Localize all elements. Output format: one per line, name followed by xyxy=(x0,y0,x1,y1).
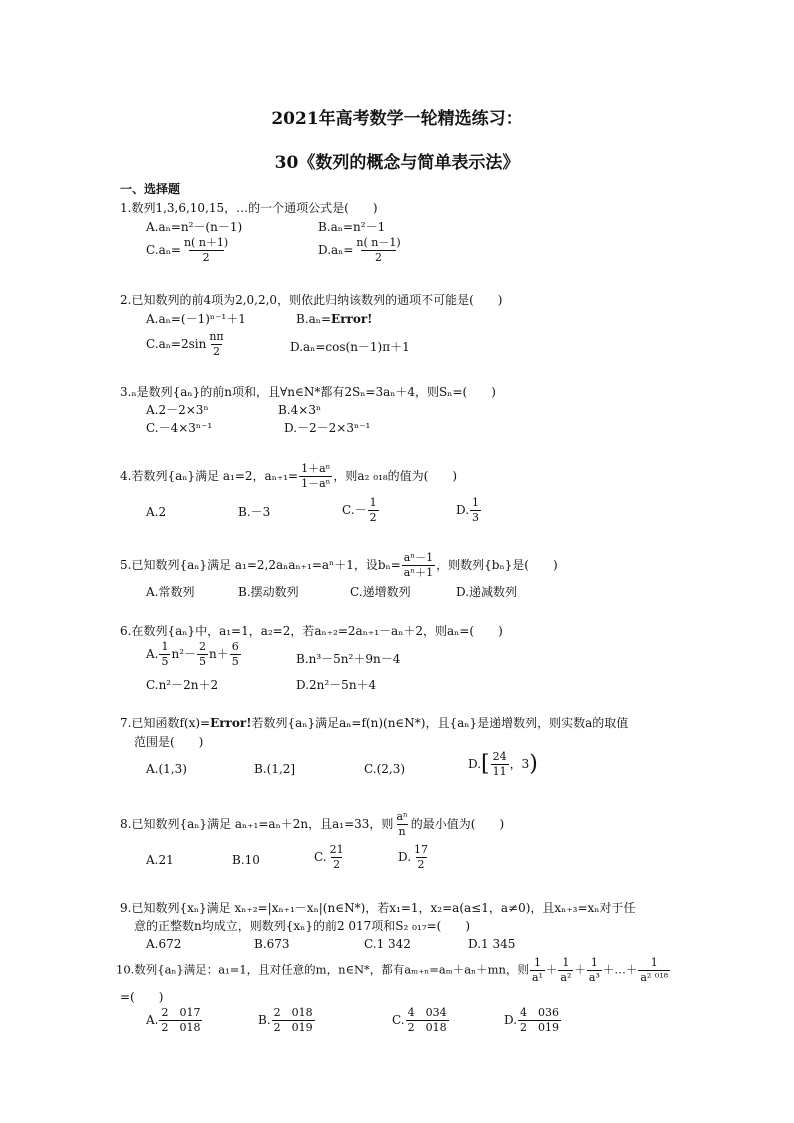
q8-option-c xyxy=(314,843,347,872)
q10-stem-prefix: 10.数列{aₙ}满足：a₁=1，且对任意的m，n∈N*，都有aₘ₊ₙ=aₘ＋aₙ＋mn，则 xyxy=(116,962,529,977)
q2-option-c-prefix: C.aₙ=2sin xyxy=(146,337,207,351)
q7-option-b: B.(1,2] xyxy=(254,762,296,776)
q1-option-c-denominator: 2 xyxy=(189,250,224,265)
q5-stem-prefix: 5.已知数列{aₙ}满足 a₁=2,2aₙaₙ₊₁=aⁿ＋1，设bₙ= xyxy=(120,558,401,572)
q10-option-b-fraction xyxy=(272,1006,315,1035)
q9-option-b: B.673 xyxy=(254,937,290,951)
q3-option-b: B.4×3ⁿ xyxy=(278,403,322,417)
q10-option-c-fraction xyxy=(406,1006,449,1035)
q4-option-c-prefix: C.－ xyxy=(342,503,367,517)
q6-option-a-fraction-3 xyxy=(230,640,241,669)
q5-option-a: A.常数列 xyxy=(146,585,195,599)
q10-term-3-numerator: 1 xyxy=(590,956,598,969)
q4-option-c-fraction xyxy=(368,496,379,525)
q10-option-b-prefix: B. xyxy=(258,1013,271,1027)
q1-stem: 1.数列1,3,6,10,15，…的一个通项公式是( ) xyxy=(120,201,378,215)
q6-option-a-fraction-1-denominator: 5 xyxy=(161,655,169,668)
q1-option-d xyxy=(318,236,404,265)
q7-stem-error: Error! xyxy=(210,716,252,730)
q5-stem-numerator: aⁿ－1 xyxy=(403,551,434,564)
q4-option-c-numerator: 1 xyxy=(369,496,377,509)
q4-stem-fraction xyxy=(299,462,332,491)
q7-option-d-prefix: D. xyxy=(468,757,482,771)
q10-option-a-prefix: A. xyxy=(146,1013,159,1027)
q8-option-c-numerator: 21 xyxy=(329,843,344,856)
q8-option-d-fraction xyxy=(412,843,430,872)
title-line-1: 2021年高考数学一轮精选练习： xyxy=(271,109,523,129)
q10-plus-2: ＋ xyxy=(574,962,586,977)
q6-option-a-middle-2: n＋ xyxy=(209,647,229,661)
q8-stem-fraction xyxy=(394,810,409,839)
q3-option-c: C.－4×3ⁿ⁻¹ xyxy=(146,421,213,435)
q1-option-d-numerator: n( n－1) xyxy=(356,236,401,249)
q6-stem: 6.在数列{aₙ}中，a₁=1，a₂=2，若aₙ₊₂=2aₙ₊₁－aₙ＋2，则aₙ=( ) xyxy=(120,624,503,638)
q7-option-a: A.(1,3) xyxy=(146,762,187,776)
q1-option-d-prefix: D.aₙ= xyxy=(318,243,354,257)
q7-option-d-right-paren: ) xyxy=(529,751,538,777)
q5-stem-suffix: ，则数列{bₙ}是( ) xyxy=(436,558,558,572)
q5-option-c: C.递增数列 xyxy=(350,585,411,599)
q9-stem: 9.已知数列{xₙ}满足 xₙ₊₂=|xₙ₊₁－xₙ|(n∈N*)，若x₁=1，x₂=a(a≤1，a≠0)，且xₙ₊₃=xₙ对于任 xyxy=(120,901,636,915)
q6-option-a-prefix: A. xyxy=(146,647,159,661)
q8-stem xyxy=(120,810,504,839)
q10-term-3 xyxy=(587,956,602,985)
q8-stem-denominator: n xyxy=(398,825,406,838)
q2-option-b-prefix: B.aₙ= xyxy=(296,312,332,326)
q10-option-d-fraction xyxy=(518,1006,561,1035)
q10-option-b-numerator: 2 018 xyxy=(273,1006,313,1019)
q1-option-c-prefix: C.aₙ= xyxy=(146,243,181,257)
q1-option-c-fraction xyxy=(182,236,230,265)
q7-option-d-denominator: 11 xyxy=(492,765,507,778)
q10-stem-line-2: =( ) xyxy=(120,990,164,1004)
q8-option-d xyxy=(398,843,431,872)
q6-option-a-fraction-1 xyxy=(159,640,170,669)
q6-option-d: D.2n²－5n＋4 xyxy=(296,678,377,692)
q4-stem-prefix: 4.若数列{aₙ}满足 a₁=2，aₙ₊₁= xyxy=(120,469,299,483)
q7-option-d-left-bracket: [ xyxy=(481,751,490,777)
q6-option-a-fraction-2-denominator: 5 xyxy=(199,655,207,668)
q8-option-a: A.21 xyxy=(146,853,174,867)
q10-term-1-numerator: 1 xyxy=(533,956,541,969)
q6-option-a-fraction-2-numerator: 2 xyxy=(199,640,207,653)
q8-option-b: B.10 xyxy=(232,853,260,867)
q8-option-d-prefix: D. xyxy=(398,850,412,864)
title-line-2: 30《数列的概念与简单表示法》 xyxy=(274,153,520,173)
q10-term-n-denominator: a² ⁰¹⁸ xyxy=(640,971,669,984)
q10-option-d-prefix: D. xyxy=(504,1013,518,1027)
q6-option-c: C.n²－2n＋2 xyxy=(146,678,219,692)
q10-term-1 xyxy=(530,956,545,985)
q7-option-d-numerator: 24 xyxy=(492,750,507,763)
q9-option-c: C.1 342 xyxy=(364,937,411,951)
q10-dots: ＋…＋ xyxy=(602,962,638,977)
q4-option-d-numerator: 1 xyxy=(472,496,480,509)
q10-option-a-fraction xyxy=(159,1006,202,1035)
q4-option-d xyxy=(456,496,482,525)
q3-option-a: A.2－2×3ⁿ xyxy=(146,403,209,417)
q10-option-b-denominator: 2 019 xyxy=(273,1021,313,1034)
q9-option-a: A.672 xyxy=(146,937,182,951)
q1-option-c-numerator: n( n＋1) xyxy=(183,236,229,249)
q7-stem-prefix: 7.已知函数f(x)= xyxy=(120,716,211,730)
q5-stem xyxy=(120,551,558,580)
q9-stem-line-2: 意的正整数n均成立，则数列{xₙ}的前2 017项和S₂ ₀₁₇=( ) xyxy=(134,919,471,933)
q7-option-d-suffix: ，3 xyxy=(509,757,530,771)
q5-option-d: D.递减数列 xyxy=(456,585,518,599)
q8-stem-suffix: 的最小值为( ) xyxy=(410,817,505,831)
q10-term-3-denominator: a³ xyxy=(588,971,600,984)
q3-stem: 3.ₙ是数列{aₙ}的前n项和，且∀n∈N*都有2Sₙ=3aₙ＋4，则Sₙ=( ) xyxy=(120,385,496,399)
q4-stem-suffix: ，则a₂ ₀₁₈的值为( ) xyxy=(333,469,457,483)
q10-term-2-numerator: 1 xyxy=(562,956,570,969)
q10-term-n xyxy=(638,956,670,985)
q4-stem xyxy=(120,462,457,491)
q7-stem-line-2: 范围是( ) xyxy=(134,735,204,749)
q2-option-c xyxy=(146,330,227,359)
q7-stem xyxy=(120,715,628,731)
q4-option-c xyxy=(342,496,380,525)
q4-stem-numerator: 1＋aⁿ xyxy=(301,462,331,475)
q10-option-a xyxy=(146,1006,203,1035)
q6-option-a-middle-1: n²－ xyxy=(171,647,197,661)
q10-term-n-numerator: 1 xyxy=(650,956,658,969)
q10-option-c-numerator: 4 034 xyxy=(407,1006,447,1019)
q2-option-c-denominator: 2 xyxy=(212,345,220,358)
q3-option-d: D.－2－2×3ⁿ⁻¹ xyxy=(284,421,371,435)
q8-option-d-numerator: 17 xyxy=(414,843,429,856)
q8-stem-prefix: 8.已知数列{aₙ}满足 aₙ₊₁=aₙ＋2n，且a₁=33，则 xyxy=(120,817,394,831)
q10-stem xyxy=(116,956,671,985)
q10-option-a-denominator: 2 018 xyxy=(161,1021,201,1034)
q2-stem: 2.已知数列的前4项为2,0,2,0，则依此归纳该数列的通项不可能是( ) xyxy=(120,293,503,307)
q6-option-a xyxy=(146,640,242,669)
q5-option-b: B.摆动数列 xyxy=(238,585,299,599)
q6-option-a-fraction-3-numerator: 6 xyxy=(231,640,239,653)
q4-stem-denominator: 1－aⁿ xyxy=(301,477,331,490)
q8-option-c-prefix: C. xyxy=(314,850,327,864)
q1-option-b: B.aₙ=n²－1 xyxy=(318,220,386,234)
q7-option-d xyxy=(468,750,538,779)
q5-stem-fraction xyxy=(402,551,435,580)
q6-option-a-fraction-3-denominator: 5 xyxy=(231,655,239,668)
q7-stem-suffix: 若数列{aₙ}满足aₙ=f(n)(n∈N*)，且{aₙ}是递增数列，则实数a的取值 xyxy=(251,716,629,730)
q8-option-c-fraction xyxy=(328,843,346,872)
q10-option-c xyxy=(392,1006,450,1035)
q10-option-c-prefix: C. xyxy=(392,1013,405,1027)
q6-option-a-fraction-1-numerator: 1 xyxy=(161,640,169,653)
q2-option-a: A.aₙ=(－1)ⁿ⁻¹＋1 xyxy=(146,312,246,326)
q6-option-b: B.n³－5n²＋9n－4 xyxy=(296,652,401,666)
q4-option-b: B.－3 xyxy=(238,505,271,519)
q1-option-c xyxy=(146,236,231,265)
q10-option-a-numerator: 2 017 xyxy=(161,1006,201,1019)
q10-option-d xyxy=(504,1006,562,1035)
q10-term-2-denominator: a² xyxy=(560,971,572,984)
q9-option-d: D.1 345 xyxy=(468,937,516,951)
q8-stem-numerator: aⁿ xyxy=(396,810,408,823)
q2-option-b xyxy=(296,311,372,327)
q2-option-c-fraction xyxy=(207,330,225,359)
q4-option-d-fraction xyxy=(470,496,481,525)
q4-option-d-denominator: 3 xyxy=(472,511,480,524)
q6-option-a-fraction-2 xyxy=(197,640,208,669)
q10-option-c-denominator: 2 018 xyxy=(407,1021,447,1034)
q10-term-2 xyxy=(558,956,573,985)
q7-option-d-fraction xyxy=(491,750,509,779)
q2-option-c-numerator: nπ xyxy=(209,330,224,343)
q5-stem-denominator: aⁿ＋1 xyxy=(403,566,434,579)
q7-option-c: C.(2,3) xyxy=(364,762,406,776)
q2-option-b-error: Error! xyxy=(331,312,373,326)
q8-option-d-denominator: 2 xyxy=(417,858,425,871)
q4-option-d-prefix: D. xyxy=(456,503,470,517)
q10-term-1-denominator: a¹ xyxy=(531,971,543,984)
q2-option-d: D.aₙ=cos(n－1)π＋1 xyxy=(290,340,410,354)
q1-option-a: A.aₙ=n²－(n－1) xyxy=(146,220,243,234)
q1-option-d-denominator: 2 xyxy=(361,250,396,265)
q10-option-d-denominator: 2 019 xyxy=(520,1021,560,1034)
q4-option-c-denominator: 2 xyxy=(369,511,377,524)
section-heading: 一、选择题 xyxy=(120,182,181,196)
q4-option-a: A.2 xyxy=(146,505,167,519)
q10-plus-1: ＋ xyxy=(545,962,558,977)
q10-option-d-numerator: 4 036 xyxy=(520,1006,560,1019)
q8-option-c-denominator: 2 xyxy=(333,858,341,871)
q1-option-d-fraction xyxy=(354,236,402,265)
q10-option-b xyxy=(258,1006,316,1035)
